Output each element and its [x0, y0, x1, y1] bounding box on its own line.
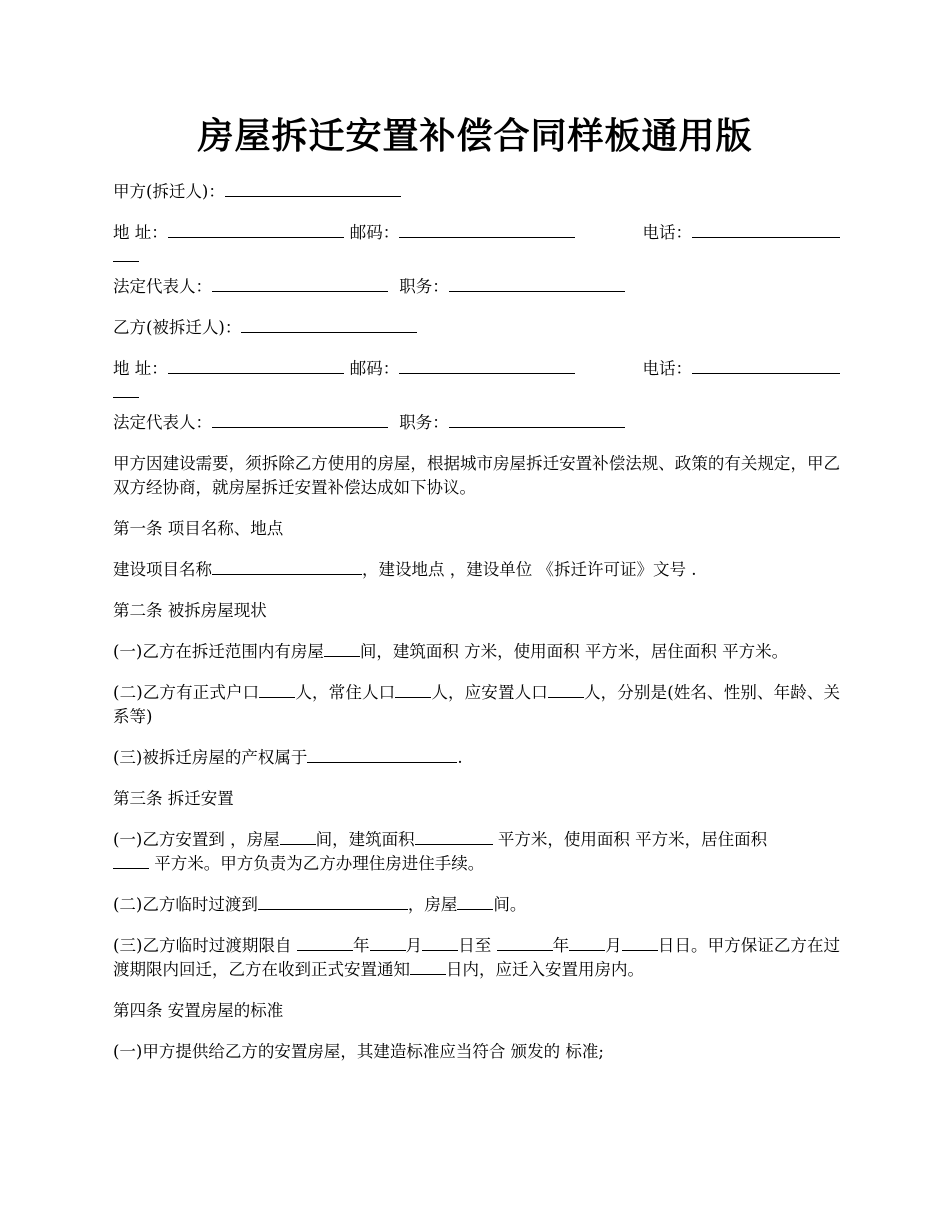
party-a-position-blank: [449, 275, 625, 292]
article-2-item-3: (三)被拆迁房屋的产权属于 .: [113, 748, 463, 767]
party-b-label: 乙方(被拆迁人)：: [113, 318, 242, 337]
party-b-postcode-blank: [399, 357, 575, 374]
document-title: 房屋拆迁安置补偿合同样板通用版: [197, 115, 753, 157]
building-area-blank: [415, 828, 493, 845]
party-a-position-label: 职务：: [399, 277, 449, 296]
permanent-residents-blank: [395, 681, 431, 698]
intro-paragraph: 甲方因建设需要，须拆除乙方使用的房屋，根据城市房屋拆迁安置补偿法规、政策的有关规定，甲乙双方经协商，就房屋拆迁安置补偿达成如下协议。: [113, 454, 840, 497]
article-4-heading: 第四条 安置房屋的标准: [113, 1001, 284, 1020]
party-b-address-label: 地 址：: [113, 359, 168, 378]
article-4-item-1: (一)甲方提供给乙方的安置房屋，其建造标准应当符合 颁发的 标准;: [113, 1042, 604, 1061]
article-3-item-2: (二)乙方临时过渡到 ，房屋 间。: [113, 895, 527, 914]
party-a-rep-blank: [212, 275, 388, 292]
party-b-rep-blank: [212, 411, 388, 428]
article-1-heading: 第一条 项目名称、地点: [113, 519, 284, 538]
party-a-contact: [113, 221, 840, 262]
party-b-phone-blank: [692, 357, 840, 374]
transition-rooms-blank: [457, 893, 493, 910]
party-a-rep-line: [113, 275, 840, 299]
document-body: [113, 180, 840, 1081]
registered-residents-blank: [259, 681, 295, 698]
article-2-item-1: (一)乙方在拆迁范围内有房屋 间，建筑面积 方米，使用面积 平方米，居住面积 平方米。: [113, 642, 789, 661]
article-3-item-3: (三)乙方临时过渡期限自 年 月 日至 年 月 日日。甲方保证乙方在过渡期限内回迁，乙方在收到正式安置通知 日内，应迁入安置用房内。: [113, 936, 841, 979]
article-2-heading: 第二条 被拆房屋现状: [113, 601, 267, 620]
end-month-blank: [569, 934, 605, 951]
party-a-phone-blank: [692, 221, 840, 238]
start-year-blank: [297, 934, 353, 951]
ownership-blank: [307, 746, 457, 763]
resettle-count-blank: [548, 681, 584, 698]
project-name-blank: [212, 558, 362, 575]
party-a-phone-blank-cont: [113, 245, 139, 262]
article-3-item-1: (一)乙方安置到 ，房屋 间，建筑面积 平方米，使用面积 平方米，居住面积 平方米。甲方负责为乙方办理住房进住手续。: [113, 830, 768, 873]
party-b-postcode-label: 邮码：: [349, 359, 400, 378]
party-a-line: [113, 180, 840, 204]
party-b-phone-blank-cont: [113, 381, 139, 398]
party-b-address-blank: [168, 357, 344, 374]
party-b-contact: [113, 357, 840, 398]
party-a-rep-label: 法定代表人：: [113, 277, 212, 296]
party-b-rep-label: 法定代表人：: [113, 413, 212, 432]
rooms-count-blank: [324, 640, 360, 657]
party-a-address-label: 地 址：: [113, 223, 168, 242]
article-1-project: [113, 558, 840, 582]
party-b-rep-line: [113, 411, 840, 435]
party-b-position-label: 职务：: [399, 413, 449, 432]
party-b-position-blank: [449, 411, 625, 428]
project-name-label: 建设项目名称: [113, 560, 212, 579]
party-a-phone-label: 电话：: [642, 223, 692, 242]
party-b-phone-label: 电话：: [642, 359, 692, 378]
resettle-rooms-blank: [280, 828, 316, 845]
party-a-address-blank: [168, 221, 344, 238]
party-a-label: 甲方(拆迁人)：: [113, 182, 225, 201]
end-year-blank: [497, 934, 553, 951]
start-day-blank: [422, 934, 458, 951]
article-3-heading: 第三条 拆迁安置: [113, 789, 234, 808]
party-b-line: [113, 316, 840, 340]
article-2-item-2: (二)乙方有正式户口 人，常住人口 人，应安置人口 人，分别是(姓名、性别、年龄、关系等): [113, 683, 841, 726]
transition-place-blank: [258, 893, 408, 910]
party-a-name-blank: [225, 180, 401, 197]
project-location-text: ，建设地点 ，建设单位 《拆迁许可证》文号 .: [362, 560, 697, 579]
living-area-blank: [113, 852, 149, 869]
end-day-blank: [622, 934, 658, 951]
move-in-days-blank: [410, 958, 446, 975]
party-a-postcode-label: 邮码：: [349, 223, 400, 242]
party-a-postcode-blank: [399, 221, 575, 238]
start-month-blank: [370, 934, 406, 951]
party-b-name-blank: [241, 316, 417, 333]
